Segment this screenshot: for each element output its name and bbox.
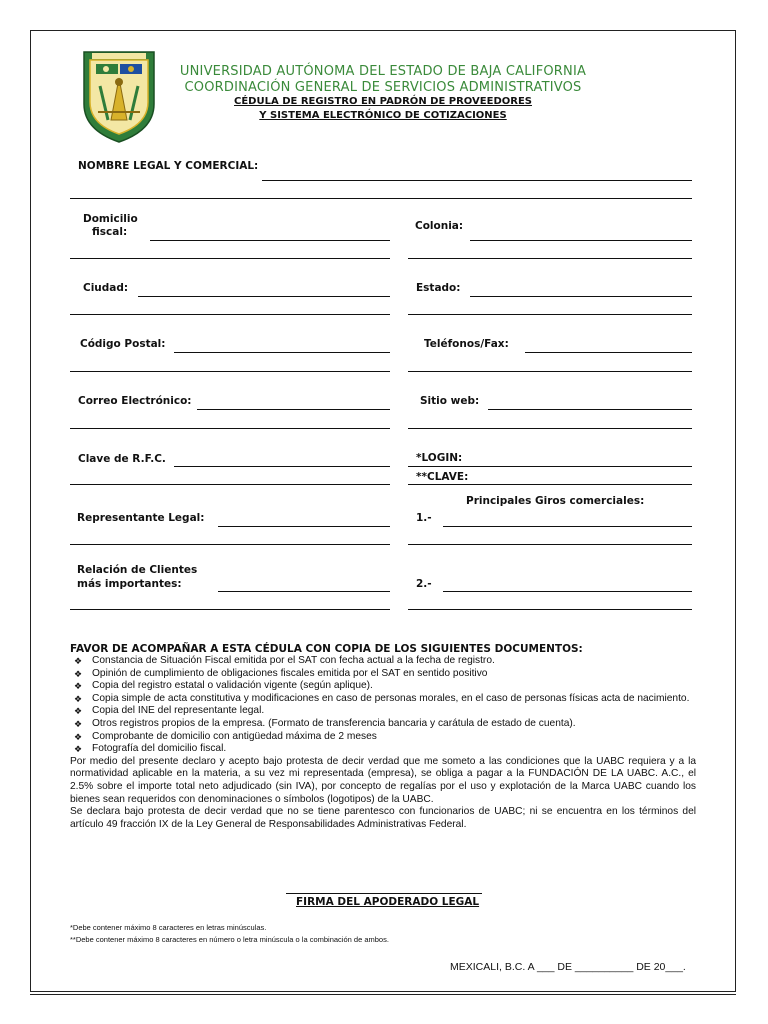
- document-item: [70, 655, 696, 668]
- domicilio-label-1: Domicilio: [83, 213, 138, 225]
- rfc-field[interactable]: [174, 466, 390, 467]
- bullet-icon: ❖: [74, 656, 83, 666]
- signature-label: FIRMA DEL APODERADO LEGAL: [296, 896, 480, 908]
- ciudad-field[interactable]: [138, 296, 390, 297]
- giro-1-label: 1.-: [416, 512, 432, 524]
- sitio-web-label: Sitio web:: [420, 395, 480, 407]
- uabc-seal-icon: [78, 46, 160, 146]
- documents-title: FAVOR DE ACOMPAÑAR A ESTA CÉDULA CON COPIA DE LOS SIGUIENTES DOCUMENTOS:: [70, 643, 583, 655]
- clave-field[interactable]: [408, 484, 692, 485]
- domicilio-label-2: fiscal:: [92, 226, 128, 238]
- relacion-clientes-field-2[interactable]: [70, 609, 390, 610]
- document-item: [70, 668, 696, 681]
- declaration-paragraph-1: Por medio del presente declaro y acepto bajo protesta de decir verdad que me someto a las condiciones que la UABC requiera y a la normatividad aplicable en la materia, a su vez mi representada (empresa), se obliga a pagar a la FUNDACIÓN DE LA UABC. A.C., el 2.5% sobre el importe total neto adjudicado (sin IVA), por concepto de regalías por el uso y explotación de la Marca UABC cuando los bienes sean requeridos con denominaciones o símbolos (logotipos) de la UABC.: [70, 755, 696, 805]
- codigo-postal-label: Código Postal:: [80, 338, 166, 350]
- document-item: [70, 731, 696, 744]
- giro-2-field-2[interactable]: [408, 609, 692, 610]
- relacion-clientes-label-1: Relación de Clientes: [77, 564, 198, 576]
- telefonos-field[interactable]: [525, 352, 692, 353]
- page-border: [30, 30, 736, 992]
- bullet-icon: ❖: [74, 744, 83, 755]
- representante-field-2[interactable]: [70, 544, 390, 545]
- giro-1-field[interactable]: [443, 526, 692, 527]
- document-item: [70, 680, 696, 693]
- estado-field[interactable]: [470, 296, 692, 297]
- signature-line[interactable]: [286, 893, 482, 894]
- clave-label: **CLAVE:: [416, 471, 469, 483]
- document-item-text: Copia simple de acta constitutiva y modificaciones en caso de personas morales, en el caso de personas físicas acta de nacimiento.: [92, 692, 690, 704]
- correo-field-2[interactable]: [70, 428, 390, 429]
- estado-field-2[interactable]: [408, 314, 692, 315]
- bullet-icon: ❖: [74, 693, 83, 704]
- subtitle-line-1: CÉDULA DE REGISTRO EN PADRÓN DE PROVEEDORES: [234, 96, 532, 107]
- giro-2-field[interactable]: [443, 591, 692, 592]
- correo-field[interactable]: [197, 409, 390, 410]
- correo-label: Correo Electrónico:: [78, 395, 192, 407]
- bullet-icon: ❖: [74, 668, 83, 679]
- giros-label: Principales Giros comerciales:: [466, 495, 645, 507]
- document-item-text: Copia del INE del representante legal.: [92, 705, 265, 717]
- domicilio-field-2[interactable]: [70, 258, 390, 259]
- relacion-clientes-label-2: más importantes:: [77, 578, 182, 590]
- page-border-bottom: [30, 994, 736, 995]
- footnote-clave: **Debe contener máximo 8 caracteres en número o letra minúscula o la combinación de ambos.: [70, 935, 389, 944]
- sitio-web-field-2[interactable]: [408, 428, 692, 429]
- login-field[interactable]: [408, 466, 692, 467]
- relacion-clientes-field[interactable]: [218, 591, 390, 592]
- footnote-login: *Debe contener máximo 8 caracteres en letras minúsculas.: [70, 923, 267, 932]
- university-name: UNIVERSIDAD AUTÓNOMA DEL ESTADO DE BAJA CALIFORNIA: [179, 64, 587, 79]
- nombre-legal-label: NOMBRE LEGAL Y COMERCIAL:: [78, 160, 259, 172]
- bullet-icon: ❖: [74, 706, 83, 717]
- giro-1-field-2[interactable]: [408, 544, 692, 545]
- document-item-text: Copia del registro estatal o validación vigente (según aplique).: [92, 680, 373, 692]
- rfc-label: Clave de R.F.C.: [78, 453, 166, 465]
- document-item-text: Fotografía del domicilio fiscal.: [92, 743, 227, 755]
- coordination-name: COORDINACIÓN GENERAL DE SERVICIOS ADMINISTRATIVOS: [184, 80, 582, 95]
- subtitle-line-2: Y SISTEMA ELECTRÓNICO DE COTIZACIONES: [259, 110, 507, 121]
- telefonos-field-2[interactable]: [408, 371, 692, 372]
- colonia-label: Colonia:: [415, 220, 464, 232]
- bullet-icon: ❖: [74, 681, 83, 692]
- declaration-paragraph-2: Se declara bajo protesta de decir verdad que no se tiene parentesco con funcionarios de UABC; ni se encuentra en los términos del artículo 49 fracción IX de la Ley General de Responsabilidades Administrativas Federal.: [70, 806, 696, 830]
- document-item-text: Opinión de cumplimiento de obligaciones fiscales emitida por el SAT en sentido positivo: [92, 667, 488, 679]
- login-label: *LOGIN:: [416, 452, 463, 464]
- nombre-legal-field-2[interactable]: [70, 198, 692, 199]
- representante-label: Representante Legal:: [77, 512, 205, 524]
- representante-field[interactable]: [218, 526, 390, 527]
- document-item: [70, 693, 696, 706]
- rfc-field-2[interactable]: [70, 484, 390, 485]
- document-item: [70, 705, 696, 718]
- document-item: [70, 718, 696, 731]
- ciudad-field-2[interactable]: [70, 314, 390, 315]
- ciudad-label: Ciudad:: [83, 282, 129, 294]
- telefonos-label: Teléfonos/Fax:: [424, 338, 509, 350]
- giro-2-label: 2.-: [416, 578, 432, 590]
- nombre-legal-field[interactable]: [262, 180, 692, 181]
- colonia-field-2[interactable]: [408, 258, 692, 259]
- codigo-postal-field[interactable]: [174, 352, 390, 353]
- documents-section: [70, 643, 696, 831]
- colonia-field[interactable]: [470, 240, 692, 241]
- document-item-text: Constancia de Situación Fiscal emitida por el SAT con fecha actual a la fecha de registro.: [92, 655, 495, 666]
- estado-label: Estado:: [416, 282, 461, 294]
- codigo-postal-field-2[interactable]: [70, 371, 390, 372]
- bullet-icon: ❖: [74, 731, 83, 742]
- documents-list: [70, 655, 696, 756]
- bullet-icon: ❖: [74, 718, 83, 729]
- document-item-text: Comprobante de domicilio con antigüedad máxima de 2 meses: [92, 730, 377, 742]
- domicilio-field[interactable]: [150, 240, 390, 241]
- document-item-text: Otros registros propios de la empresa. (Formato de transferencia bancaria y carátula de estado de cuenta).: [92, 717, 576, 729]
- sitio-web-field[interactable]: [488, 409, 692, 410]
- document-item: [70, 743, 696, 756]
- date-line: MEXICALI, B.C. A ___ DE __________ DE 20___.: [450, 961, 686, 973]
